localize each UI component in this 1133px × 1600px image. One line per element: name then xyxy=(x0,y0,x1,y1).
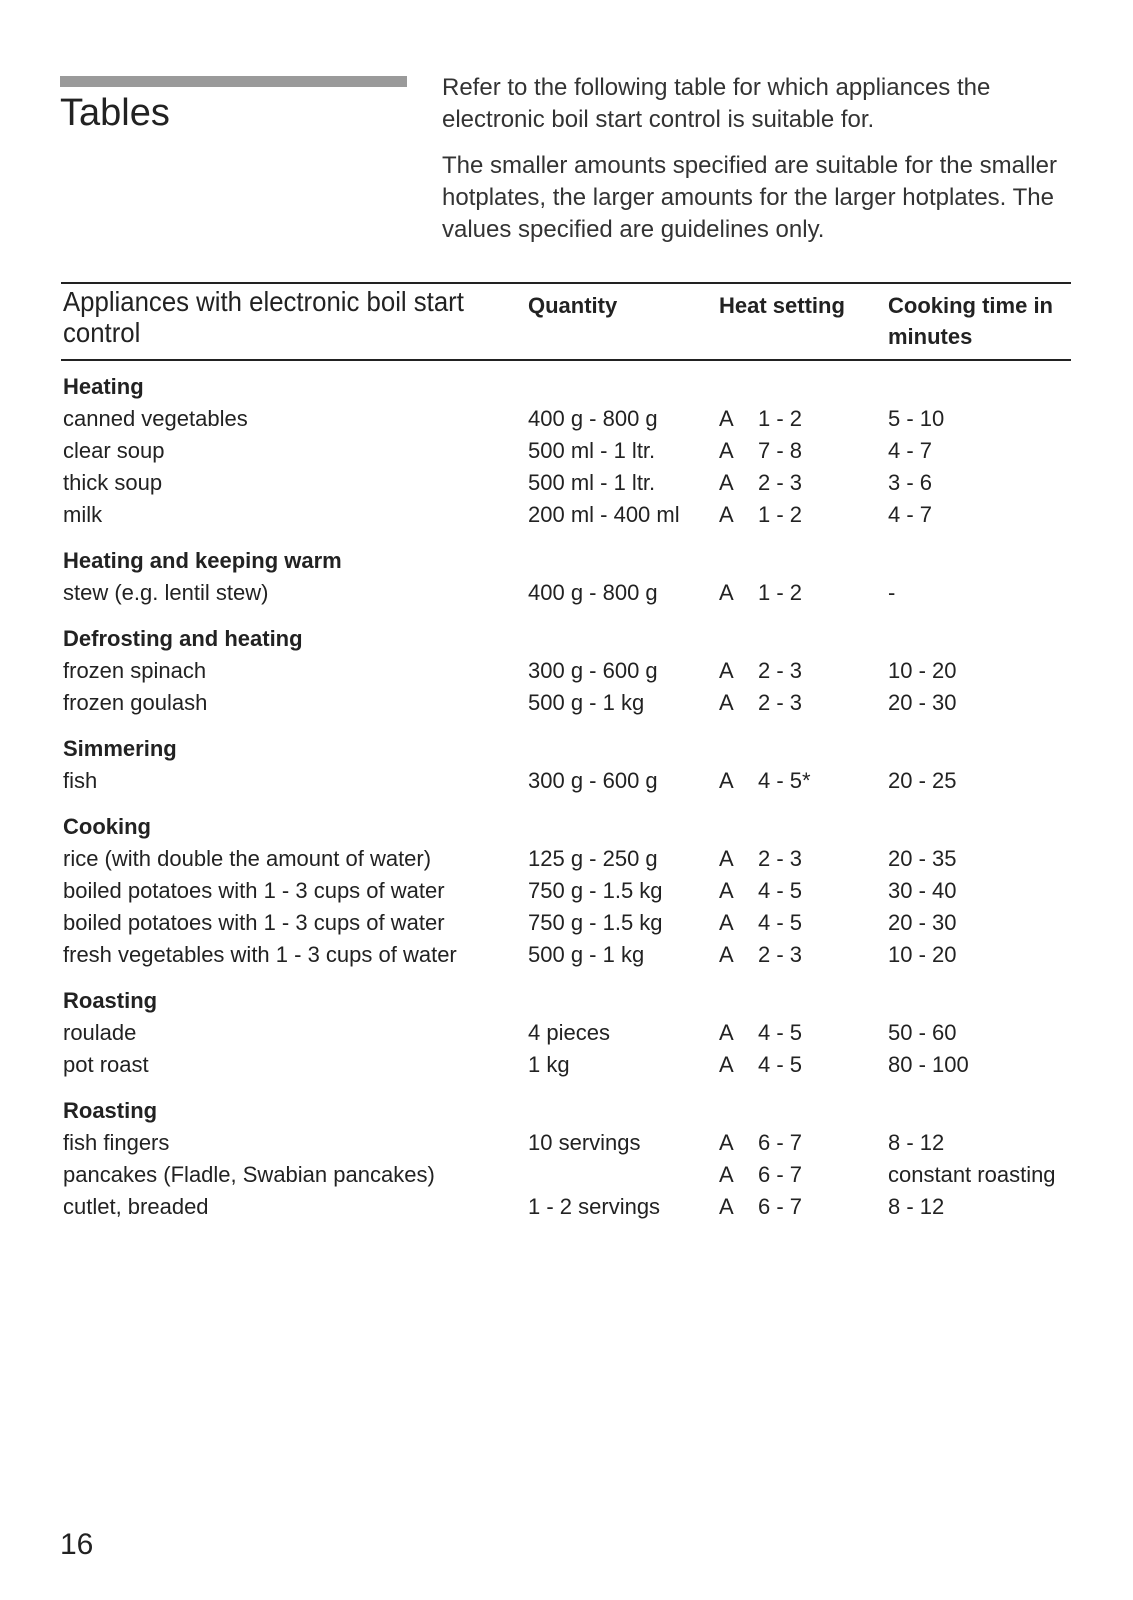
group-title: Defrosting and heating xyxy=(63,626,303,651)
cell-mode: A xyxy=(719,690,734,715)
cell-heat-setting: 4 - 5 xyxy=(758,878,803,903)
cell-mode: A xyxy=(719,1194,734,1219)
table-row xyxy=(61,655,1071,687)
table-row xyxy=(61,1159,1071,1191)
cell-heat-setting: 2 - 3 xyxy=(758,846,803,871)
cell-quantity: 500 ml - 1 ltr. xyxy=(528,438,656,463)
cell-quantity: 500 ml - 1 ltr. xyxy=(528,470,656,495)
cell-heat-setting: 4 - 5 xyxy=(758,1020,803,1045)
cell-cooking-time: 20 - 25 xyxy=(888,768,957,793)
cell-heat-setting: 4 - 5* xyxy=(758,768,811,793)
table-row xyxy=(61,1017,1071,1049)
cell-appliance: boiled potatoes with 1 - 3 cups of water xyxy=(63,910,445,935)
header-heat-setting: Heat setting xyxy=(719,293,845,318)
page-number: 16 xyxy=(60,1528,94,1561)
table-row xyxy=(61,875,1071,907)
table-row xyxy=(61,907,1071,939)
cell-mode: A xyxy=(719,1020,734,1045)
table-row xyxy=(61,467,1071,499)
cell-appliance: roulade xyxy=(63,1020,137,1045)
cell-heat-setting: 6 - 7 xyxy=(758,1194,803,1219)
cell-quantity: 125 g - 250 g xyxy=(528,846,658,871)
cell-heat-setting: 4 - 5 xyxy=(758,1052,803,1077)
cell-appliance: pot roast xyxy=(63,1052,149,1077)
cell-cooking-time: 3 - 6 xyxy=(888,470,933,495)
group-title: Roasting xyxy=(63,988,158,1013)
cell-quantity: 10 servings xyxy=(528,1130,641,1155)
cell-cooking-time: 20 - 30 xyxy=(888,690,957,715)
cell-mode: A xyxy=(719,768,734,793)
cell-mode: A xyxy=(719,406,734,431)
cell-mode: A xyxy=(719,1052,734,1077)
group-title: Heating and keeping warm xyxy=(63,548,342,573)
cell-quantity: 750 g - 1.5 kg xyxy=(528,910,663,935)
cell-appliance: cutlet, breaded xyxy=(63,1194,209,1219)
cell-appliance: boiled potatoes with 1 - 3 cups of water xyxy=(63,878,445,903)
table-row xyxy=(61,687,1071,719)
table-body xyxy=(61,371,1071,1223)
cell-heat-setting: 6 - 7 xyxy=(758,1130,803,1155)
table-group xyxy=(61,623,1071,719)
cell-quantity: 300 g - 600 g xyxy=(528,658,658,683)
cell-quantity: 400 g - 800 g xyxy=(528,406,658,431)
header-cooking-time: Cooking time in minutes xyxy=(888,293,1053,349)
cell-quantity: 1 - 2 servings xyxy=(528,1194,661,1219)
cell-mode: A xyxy=(719,1162,734,1187)
table-header xyxy=(61,282,1071,361)
cell-cooking-time: 10 - 20 xyxy=(888,658,957,683)
cell-appliance: pancakes (Fladle, Swabian pancakes) xyxy=(63,1162,435,1187)
cell-appliance: stew (e.g. lentil stew) xyxy=(63,580,269,605)
cell-mode: A xyxy=(719,878,734,903)
cell-cooking-time: 20 - 30 xyxy=(888,910,957,935)
cell-heat-setting: 7 - 8 xyxy=(758,438,803,463)
intro-text xyxy=(442,72,1082,260)
cell-mode: A xyxy=(719,438,734,463)
cell-quantity: 300 g - 600 g xyxy=(528,768,658,793)
cell-quantity: 400 g - 800 g xyxy=(528,580,658,605)
cell-mode: A xyxy=(719,846,734,871)
table-group xyxy=(61,733,1071,797)
cell-cooking-time: 4 - 7 xyxy=(888,502,933,527)
table-row xyxy=(61,577,1071,609)
cell-cooking-time: - xyxy=(888,580,896,605)
table-group xyxy=(61,1095,1071,1223)
cell-mode: A xyxy=(719,470,734,495)
table-row xyxy=(61,843,1071,875)
title-rule xyxy=(60,76,407,87)
group-title: Cooking xyxy=(63,814,151,839)
cell-quantity: 500 g - 1 kg xyxy=(528,942,645,967)
cell-quantity: 750 g - 1.5 kg xyxy=(528,878,663,903)
table-row xyxy=(61,765,1071,797)
cell-cooking-time: 30 - 40 xyxy=(888,878,957,903)
intro-paragraph: Refer to the following table for which appliances the electronic boil start control is suitable for. xyxy=(442,74,991,133)
cooking-table xyxy=(61,282,1071,1223)
cell-appliance: clear soup xyxy=(63,438,165,463)
cell-appliance: rice (with double the amount of water) xyxy=(63,846,432,871)
cell-appliance: fresh vegetables with 1 - 3 cups of water xyxy=(63,942,457,967)
header-appliance: Appliances with electronic boil start control xyxy=(63,286,464,348)
cell-appliance: milk xyxy=(63,502,103,527)
group-title: Simmering xyxy=(63,736,177,761)
cell-appliance: thick soup xyxy=(63,470,163,495)
cell-mode: A xyxy=(719,942,734,967)
cell-cooking-time: 8 - 12 xyxy=(888,1130,945,1155)
table-group xyxy=(61,811,1071,971)
header-quantity: Quantity xyxy=(528,293,618,318)
cell-heat-setting: 4 - 5 xyxy=(758,910,803,935)
table-group xyxy=(61,545,1071,609)
cell-mode: A xyxy=(719,580,734,605)
cell-cooking-time: 4 - 7 xyxy=(888,438,933,463)
cell-mode: A xyxy=(719,502,734,527)
cell-quantity: 500 g - 1 kg xyxy=(528,690,645,715)
cell-appliance: fish fingers xyxy=(63,1130,170,1155)
table-row xyxy=(61,1191,1071,1223)
cell-heat-setting: 1 - 2 xyxy=(758,406,803,431)
group-title: Heating xyxy=(63,374,144,399)
cell-appliance: frozen goulash xyxy=(63,690,208,715)
cell-appliance: canned vegetables xyxy=(63,406,248,431)
cell-mode: A xyxy=(719,658,734,683)
cell-quantity: 1 kg xyxy=(528,1052,570,1077)
cell-cooking-time: 20 - 35 xyxy=(888,846,957,871)
cell-heat-setting: 2 - 3 xyxy=(758,690,803,715)
cell-mode: A xyxy=(719,910,734,935)
cell-heat-setting: 2 - 3 xyxy=(758,658,803,683)
cell-cooking-time: 5 - 10 xyxy=(888,406,945,431)
page-title: Tables xyxy=(60,92,170,134)
table-group xyxy=(61,985,1071,1081)
cell-heat-setting: 1 - 2 xyxy=(758,502,803,527)
cell-heat-setting: 6 - 7 xyxy=(758,1162,803,1187)
cell-cooking-time: 10 - 20 xyxy=(888,942,957,967)
group-title: Roasting xyxy=(63,1098,158,1123)
table-row xyxy=(61,435,1071,467)
cell-quantity: 4 pieces xyxy=(528,1020,610,1045)
table-row xyxy=(61,1127,1071,1159)
table-row xyxy=(61,403,1071,435)
table-row xyxy=(61,499,1071,531)
cell-cooking-time: 80 - 100 xyxy=(888,1052,969,1077)
cell-heat-setting: 1 - 2 xyxy=(758,580,803,605)
cell-appliance: frozen spinach xyxy=(63,658,207,683)
table-row xyxy=(61,939,1071,971)
cell-heat-setting: 2 - 3 xyxy=(758,942,803,967)
table-group xyxy=(61,371,1071,531)
table-row xyxy=(61,1049,1071,1081)
cell-cooking-time: 50 - 60 xyxy=(888,1020,957,1045)
intro-paragraph: The smaller amounts specified are suitable for the smaller hotplates, the larger amounts for the larger hotplates. The values specified are guidelines only. xyxy=(442,152,1057,243)
cell-appliance: fish xyxy=(63,768,98,793)
cell-cooking-time: 8 - 12 xyxy=(888,1194,945,1219)
cell-quantity: 200 ml - 400 ml xyxy=(528,502,680,527)
cell-mode: A xyxy=(719,1130,734,1155)
cell-heat-setting: 2 - 3 xyxy=(758,470,803,495)
cell-cooking-time: constant roasting xyxy=(888,1162,1056,1187)
